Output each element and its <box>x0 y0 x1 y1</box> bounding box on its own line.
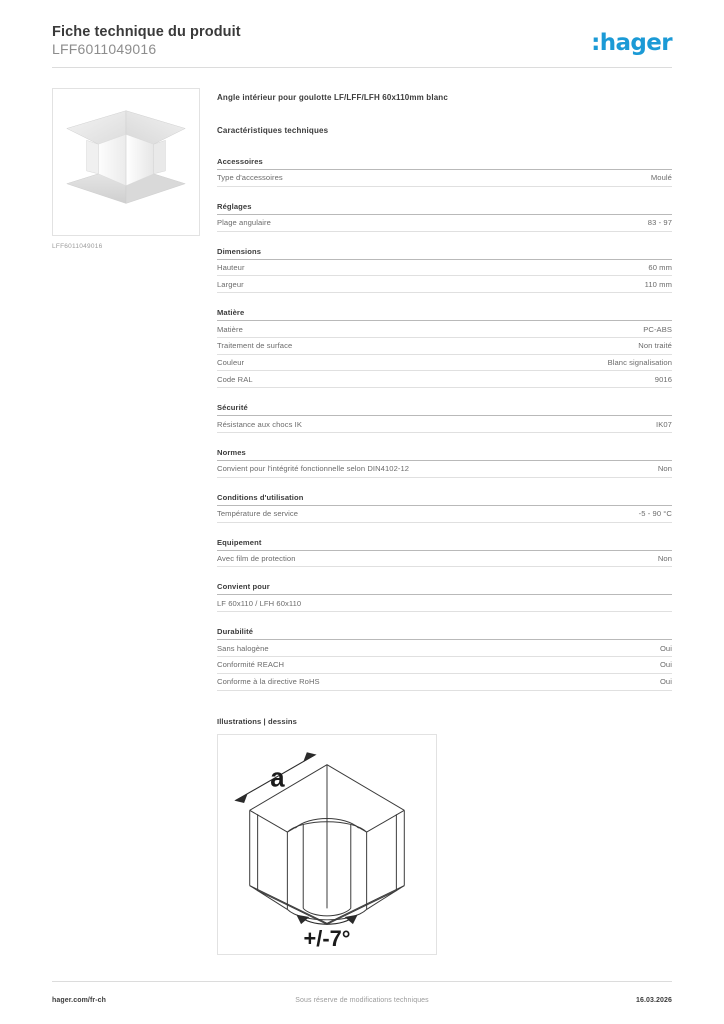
footer-disclaimer: Sous réserve de modifications techniques <box>295 997 429 1004</box>
spec-label: Hauteur <box>217 262 245 272</box>
table-row <box>217 260 672 277</box>
spec-label: Traitement de surface <box>217 341 293 351</box>
spec-group-title: Dimensions <box>217 247 672 260</box>
hager-logo: :hager <box>591 30 672 56</box>
spec-value: 9016 <box>654 374 672 384</box>
spec-group-title: Matière <box>217 308 672 321</box>
table-row <box>217 276 672 293</box>
spec-group-title: Durabilité <box>217 627 672 640</box>
spec-label: Sans halogène <box>217 643 269 653</box>
group-spacer <box>217 523 672 538</box>
table-row <box>217 551 672 568</box>
spec-group-title: Sécurité <box>217 403 672 416</box>
spec-group-title: Equipement <box>217 538 672 551</box>
page-title: Fiche technique du produit <box>52 24 241 40</box>
spec-value: Moulé <box>650 173 672 183</box>
specs-title: Caractéristiques techniques <box>217 126 329 135</box>
group-spacer <box>217 433 672 448</box>
spec-group <box>217 403 672 433</box>
footer-website[interactable]: hager.com/fr-ch <box>52 997 107 1004</box>
table-row <box>217 595 672 612</box>
angle-tolerance-label: +/-7° <box>303 925 351 951</box>
product-photo-illustration <box>53 89 199 235</box>
spec-group <box>217 582 672 612</box>
product-code-subtitle: LFF6011049016 <box>52 41 157 57</box>
spec-value: Non traité <box>638 341 672 351</box>
dimension-a-label: a <box>270 764 285 793</box>
spec-value: 60 mm <box>648 262 672 272</box>
table-row <box>217 338 672 355</box>
spec-label: Convient pour l'intégrité fonctionnelle selon DIN4102-12 <box>217 464 410 474</box>
table-row <box>217 640 672 657</box>
group-spacer <box>217 567 672 582</box>
spec-group <box>217 627 672 690</box>
spec-value: 110 mm <box>644 279 672 289</box>
group-spacer <box>217 187 672 202</box>
spec-label: Conforme à la directive RoHS <box>217 677 320 687</box>
header-divider <box>52 67 672 68</box>
group-spacer <box>217 388 672 403</box>
spec-label: Couleur <box>217 358 245 368</box>
spec-label: LF 60x110 / LFH 60x110 <box>217 598 302 608</box>
spec-label: Résistance aux chocs IK <box>217 419 302 429</box>
spec-label: Code RAL <box>217 374 253 384</box>
spec-value: Oui <box>659 660 672 670</box>
spec-group-title: Réglages <box>217 202 672 215</box>
spec-group <box>217 448 672 478</box>
spec-value: Blanc signalisation <box>607 358 672 368</box>
table-row <box>217 416 672 433</box>
spec-label: Température de service <box>217 509 299 519</box>
spec-value: Oui <box>659 677 672 687</box>
table-row <box>217 170 672 187</box>
spec-group-title: Convient pour <box>217 582 672 595</box>
table-row <box>217 657 672 674</box>
spec-value: Non <box>657 553 672 563</box>
page-header <box>52 24 672 68</box>
spec-value: -5 - 90 °C <box>638 509 672 519</box>
spec-label: Type d'accessoires <box>217 173 283 183</box>
table-row <box>217 355 672 372</box>
specs-table <box>217 157 672 691</box>
table-row <box>217 461 672 478</box>
table-row <box>217 371 672 388</box>
technical-drawing <box>217 734 437 955</box>
spec-group-title: Accessoires <box>217 157 672 170</box>
page-footer <box>52 997 672 1009</box>
product-photo-caption: LFF6011049016 <box>52 243 103 250</box>
spec-value: Oui <box>659 643 672 653</box>
spec-group <box>217 157 672 187</box>
footer-divider <box>52 981 672 982</box>
product-photo <box>52 88 200 236</box>
spec-group-title: Conditions d'utilisation <box>217 493 672 506</box>
spec-value: IK07 <box>656 419 672 429</box>
group-spacer <box>217 478 672 493</box>
table-row <box>217 215 672 232</box>
spec-group <box>217 202 672 232</box>
group-spacer <box>217 232 672 247</box>
footer-date: 16.03.2026 <box>635 997 672 1004</box>
spec-group <box>217 308 672 388</box>
main-content <box>217 93 672 955</box>
table-row <box>217 321 672 338</box>
spec-group <box>217 247 672 294</box>
spec-value: 83 - 97 <box>647 218 672 228</box>
group-spacer <box>217 293 672 308</box>
spec-label: Avec film de protection <box>217 553 296 563</box>
spec-label: Largeur <box>217 279 244 289</box>
spec-group <box>217 538 672 568</box>
spec-label: Conformité REACH <box>217 660 285 670</box>
technical-drawing-illustration <box>218 735 436 954</box>
spec-label: Plage angulaire <box>217 218 271 228</box>
drawings-title: Illustrations | dessins <box>217 716 297 726</box>
table-row <box>217 674 672 691</box>
product-name: Angle intérieur pour goulotte LF/LFF/LFH 60x110mm blanc <box>217 93 448 102</box>
group-spacer <box>217 612 672 627</box>
table-row <box>217 506 672 523</box>
spec-group <box>217 493 672 523</box>
spec-group-title: Normes <box>217 448 672 461</box>
spec-value: PC-ABS <box>643 324 672 334</box>
spec-label: Matière <box>217 324 243 334</box>
spec-value: Non <box>657 464 672 474</box>
